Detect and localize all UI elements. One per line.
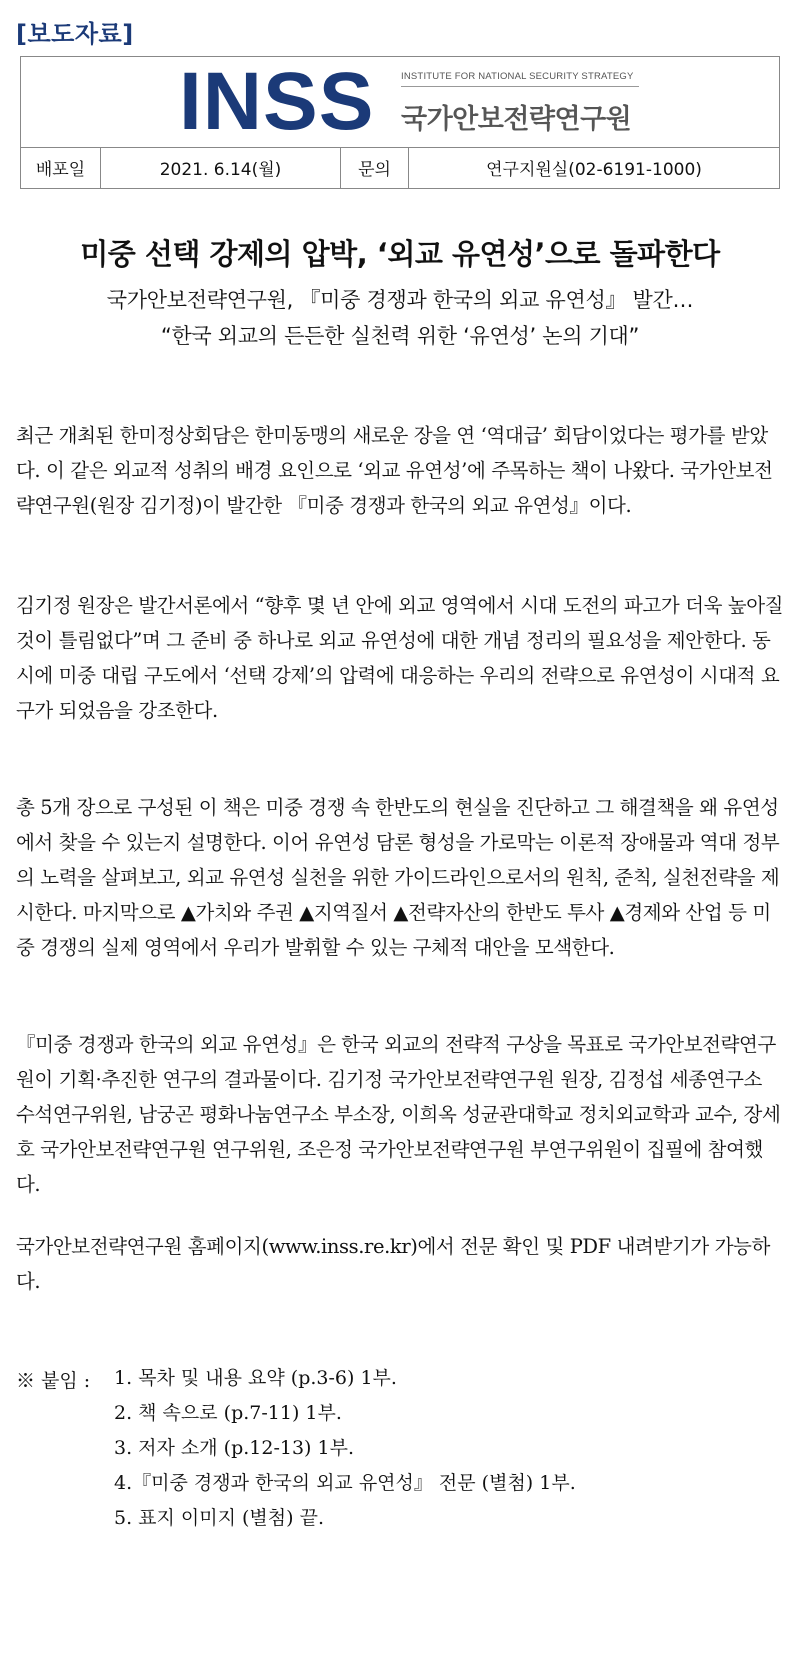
attachment-item: 2. 책 속으로 (p.7-11) 1부. bbox=[114, 1402, 342, 1424]
subheadline-2: “한국 외교의 든든한 실천력 위한 ‘유연성’ 논의 기대” bbox=[160, 324, 640, 348]
headline: 미중 선택 강제의 압박, ‘외교 유연성’으로 돌파한다 bbox=[80, 237, 720, 271]
body-paragraph-4: 『미중 경쟁과 한국의 외교 유연성』은 한국 외교의 전략적 구상을 목표로 국가안보전략연구원이 기획·추진한 연구의 결과물이다. 김기정 국가안보전략연구원 원장, 김정섭 세종연구소 수석연구위원, 남궁곤 평화나눔연구소 부소장, 이희옥 성균관대학교 정치외교학과 교수, 장세호 국가안보전략연구원 연구위원, 조은정 국가안보전략연구원 부연구위원이 집필에 참여했다. bbox=[16, 1033, 781, 1196]
contact-label: 문의 bbox=[341, 147, 409, 188]
contact-value: 연구지원실(02-6191-1000) bbox=[486, 160, 702, 180]
attachment-item: 5. 표지 이미지 (별첨) 끝. bbox=[114, 1507, 324, 1529]
press-release-tag: [보도자료] bbox=[16, 20, 134, 48]
attachment-item: 4.『미중 경쟁과 한국의 외교 유연성』 전문 (별첨) 1부. bbox=[114, 1472, 576, 1494]
logo-korean-name: 국가안보전략연구원 bbox=[401, 104, 632, 135]
logo-english-name: INSTITUTE FOR NATIONAL SECURITY STRATEGY bbox=[401, 71, 634, 82]
body-paragraph-1: 최근 개최된 한미정상회담은 한미동맹의 새로운 장을 연 ‘역대급’ 회담이었다는 평가를 받았다. 이 같은 외교적 성취의 배경 요인으로 ‘외교 유연성’에 주목하는 책이 나왔다. 국가안보전략연구원(원장 김기정)이 발간한 『미중 경쟁과 한국의 외교 유연성』이다. bbox=[16, 424, 773, 517]
inss-logo: INSS bbox=[179, 56, 375, 147]
body-paragraph-2: 김기정 원장은 발간서론에서 “향후 몇 년 안에 외교 영역에서 시대 도전의 파고가 더욱 높아질 것이 틀림없다”며 그 준비 중 하나로 외교 유연성에 대한 개념 정리의 필요성을 제안한다. 동시에 미중 대립 구도에서 ‘선택 강제’의 압력에 대응하는 우리의 전략으로 유연성이 시대적 요구가 되었음을 강조한다. bbox=[16, 594, 784, 722]
logo-row bbox=[21, 57, 779, 148]
subheadline-1: 국가안보전략연구원, 『미중 경쟁과 한국의 외교 유연성』 발간… bbox=[106, 288, 694, 312]
release-date-label: 배포일 bbox=[21, 147, 101, 188]
attachments-list bbox=[114, 1366, 576, 1541]
attachment-item: 3. 저자 소개 (p.12-13) 1부. bbox=[114, 1437, 354, 1459]
header-table bbox=[20, 56, 780, 189]
logo-divider bbox=[401, 86, 639, 87]
release-date-value: 2021. 6.14(월) bbox=[101, 147, 341, 188]
body-paragraph-3: 총 5개 장으로 구성된 이 책은 미중 경쟁 속 한반도의 현실을 진단하고 그 해결책을 왜 유연성에서 찾을 수 있는지 설명한다. 이어 유연성 담론 형성을 가로막는 이론적 장애물과 역대 정부의 노력을 살펴보고, 외교 유연성 실천을 위한 가이드라인으로서의 원칙, 준칙, 실천전략을 제시한다. 마지막으로 ▲가치와 주권 ▲지역질서 ▲전략자산의 한반도 투사 ▲경제와 산업 등 미중 경쟁의 실제 영역에서 우리가 발휘할 수 있는 구체적 대안을 모색한다. bbox=[16, 796, 780, 959]
attachment-item: 1. 목차 및 내용 요약 (p.3-6) 1부. bbox=[114, 1367, 397, 1389]
body-paragraph-5: 국가안보전략연구원 홈페이지(www.inss.re.kr)에서 전문 확인 및 PDF 내려받기가 가능하다. bbox=[16, 1235, 770, 1293]
attachments-label: ※ 붙임 : bbox=[16, 1370, 91, 1392]
release-info-row bbox=[21, 147, 779, 188]
